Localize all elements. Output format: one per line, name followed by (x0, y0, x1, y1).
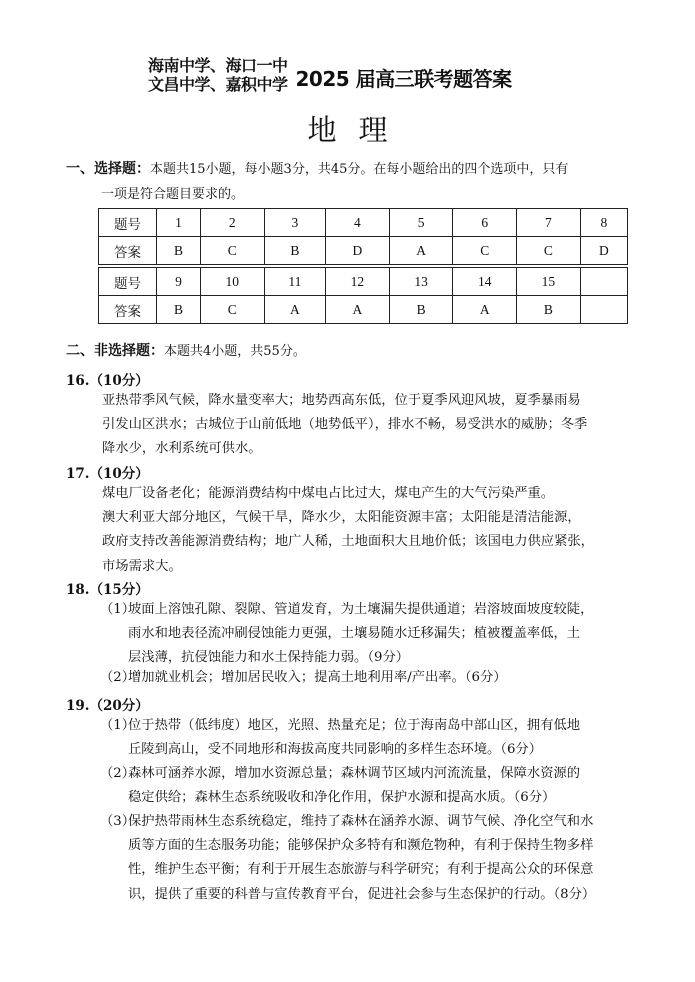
section1-title: 一、选择题： (66, 161, 150, 177)
table-row (99, 268, 628, 296)
answer-line: 澳大利亚大部分地区，气候干旱，降水少，太阳能资源丰富；太阳能是清洁能源， (102, 510, 581, 526)
table-cell: B (517, 296, 581, 324)
table-cell: 3 (264, 209, 325, 237)
q19-part3 (100, 810, 632, 907)
answer-line: 层浅薄，抗侵蚀能力和水土保持能力弱。（9分） (128, 650, 410, 666)
table-cell: B (157, 237, 201, 265)
part-content (128, 762, 632, 810)
answer-line: 保护热带雨林生态系统稳定，维持了森林在涵养水源、调节气候、净化空气和水 (128, 814, 594, 829)
table-cell: 8 (580, 209, 627, 237)
answer-line: 森林可涵养水源，增加水资源总量；森林调节区域内河流流量，保障水资源的 (128, 766, 581, 781)
section2-desc: 本题共4小题，共55分。 (164, 344, 306, 359)
part-content (128, 810, 632, 907)
q18-part1 (100, 598, 632, 671)
table-cell: 4 (326, 209, 390, 237)
table-cell: 答案 (99, 237, 157, 265)
table-cell: 5 (389, 209, 453, 237)
exam-title: 2025 届高三联考题答案 (295, 66, 512, 91)
q17-answer (102, 482, 632, 579)
table-cell (580, 268, 627, 296)
table-cell: 15 (517, 268, 581, 296)
table-cell: C (200, 237, 264, 265)
table-cell: A (326, 296, 390, 324)
table-cell: A (389, 237, 453, 265)
q18-heading: 18.（15分） (66, 582, 149, 598)
table-cell: 2 (200, 209, 264, 237)
table-cell: C (453, 237, 517, 265)
table-cell: 13 (389, 268, 453, 296)
answer-line: 坡面上溶蚀孔隙、裂隙、管道发育，为土壤漏失提供通道；岩溶坡面坡度较陡， (128, 602, 594, 617)
section1-heading (66, 156, 568, 183)
table-cell: C (517, 237, 581, 265)
table-cell: 题号 (99, 268, 157, 296)
subject-title: 地理 (307, 113, 410, 147)
part-number: （1） (100, 718, 136, 733)
q19-part1 (100, 714, 632, 762)
table-cell: 14 (453, 268, 517, 296)
part-content (128, 666, 632, 690)
part-number: （3） (100, 814, 136, 829)
table-cell (580, 296, 627, 324)
table-cell: C (200, 296, 264, 324)
table-row (99, 237, 628, 265)
section1-desc-line1: 本题共15小题，每小题3分，共45分。在每小题给出的四个选项中，只有 (150, 162, 569, 177)
table-cell: 1 (157, 209, 201, 237)
q17-heading: 17.（10分） (66, 466, 149, 482)
answer-line: 位于热带（低纬度）地区，光照、热量充足；位于海南岛中部山区，拥有低地 (128, 718, 581, 733)
answer-table (98, 208, 628, 324)
answer-line: 识，提供了重要的科普与宣传教育平台，促进社会参与生态保护的行动。（8分） (128, 886, 596, 902)
section1-desc-line2: 一项是符合题目要求的。 (101, 187, 245, 202)
answer-line: 丘陵到高山，受不同地形和海拔高度共同影响的多样生态环境。（6分） (128, 742, 543, 758)
table-row (99, 209, 628, 237)
answer-line: 稳定供给；森林生态系统吸收和净化作用，保护水源和提高水质。（6分） (128, 790, 556, 806)
table-cell: 答案 (99, 296, 157, 324)
answer-line: 质等方面的生态服务功能；能够保护众多特有和濒危物种，有利于保持生物多样 (128, 838, 594, 854)
part-content (128, 598, 632, 671)
answer-line: 市场需求大。 (102, 558, 182, 574)
table-cell: B (264, 237, 325, 265)
answer-line: 政府支持改善能源消费结构；地广人稀，土地面积大且地价低；该国电力供应紧张， (102, 534, 594, 550)
answer-line: 雨水和地表径流冲刷侵蚀能力更强，土壤易随水迁移漏失；植被覆盖率低，土 (128, 626, 581, 642)
table-cell: B (157, 296, 201, 324)
answer-line: 引发山区洪水；古城位于山前低地（地势低平），排水不畅，易受洪水的威胁；冬季 (102, 417, 588, 433)
answer-line: 增加就业机会；增加居民收入；提高土地利用率/产出率。（6分） (128, 670, 507, 685)
q18-part2 (100, 666, 632, 690)
table-cell: B (389, 296, 453, 324)
school-names-line1: 海南中学、海口一中 (148, 56, 288, 75)
table-cell: 11 (264, 268, 325, 296)
section2-heading (66, 338, 306, 365)
answer-line: 亚热带季风气候，降水量变率大；地势西高东低，位于夏季风迎风坡，夏季暴雨易 (102, 393, 581, 408)
part-number: （1） (100, 602, 136, 617)
table-row (99, 296, 628, 324)
table-cell: D (326, 237, 390, 265)
table-cell: A (264, 296, 325, 324)
school-names-line2: 文昌中学、嘉积中学 (148, 75, 288, 94)
answer-line: 性，维护生态平衡；有利于开展生态旅游与科学研究；有利于提高公众的环保意 (128, 862, 594, 878)
table-cell: 12 (326, 268, 390, 296)
table-cell: 9 (157, 268, 201, 296)
table-cell: A (453, 296, 517, 324)
part-number: （2） (100, 670, 136, 685)
q19-heading: 19.（20分） (66, 698, 149, 714)
answer-line: 降水少，水利系统可供水。 (102, 441, 262, 457)
table-cell: 6 (453, 209, 517, 237)
part-content (128, 714, 632, 762)
section2-title: 二、非选择题： (66, 343, 164, 359)
answer-line: 煤电厂设备老化；能源消费结构中煤电占比过大，煤电产生的大气污染严重。 (102, 486, 555, 501)
q16-answer (102, 389, 632, 462)
part-number: （2） (100, 766, 136, 781)
school-names (148, 56, 288, 94)
q16-heading: 16.（10分） (66, 373, 149, 389)
q19-part2 (100, 762, 632, 810)
table-cell: 题号 (99, 209, 157, 237)
table-cell: 7 (517, 209, 581, 237)
table-cell: D (580, 237, 627, 265)
table-cell: 10 (200, 268, 264, 296)
exam-header (148, 56, 512, 94)
